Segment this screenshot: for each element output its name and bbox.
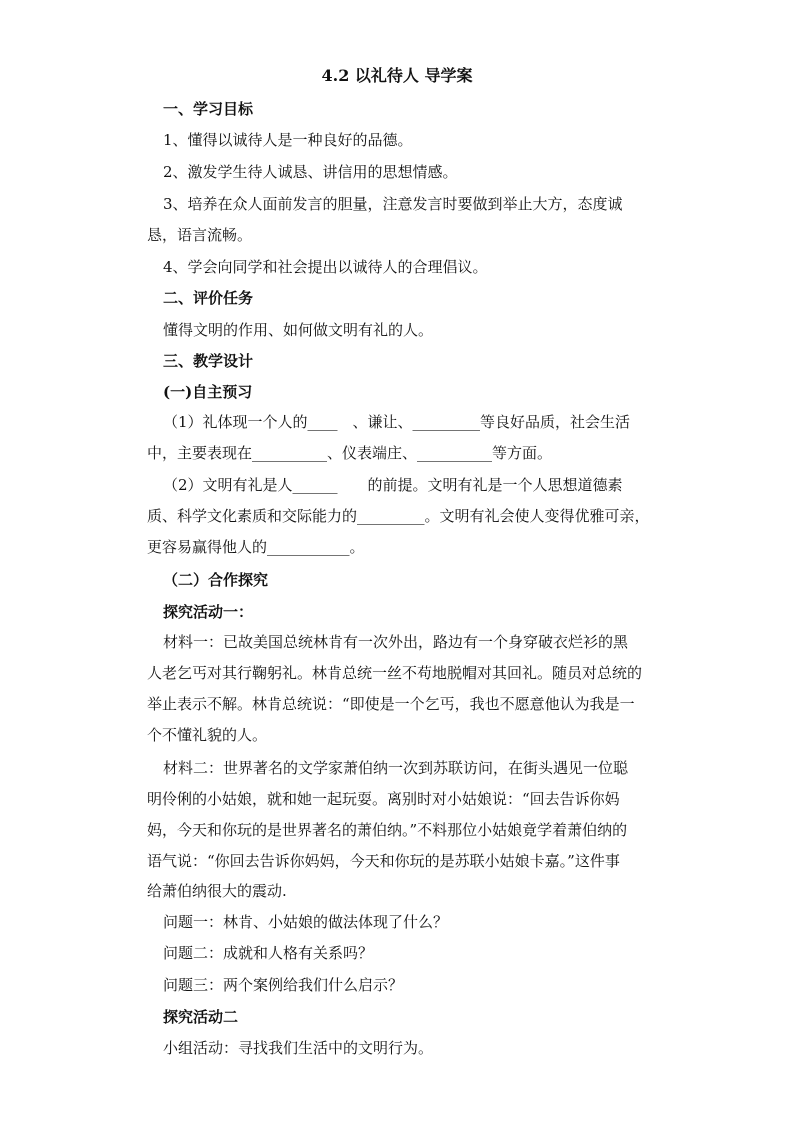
material-1-line-4: 个不懂礼貌的人。	[147, 726, 268, 744]
eval-text: 懂得文明的作用、如何做文明有礼的人。	[163, 321, 434, 339]
question-1-line-1: （1）礼体现一个人的____ 、谦让、_________等良好品质，社会生活	[163, 413, 631, 431]
material-2-line-3: 妈，今天和你玩的是世界著名的萧伯纳。”不料那位小姑娘竟学着萧伯纳的	[147, 821, 628, 839]
material-2-line-1: 材料二：世界著名的文学家萧伯纳一次到苏联访问，在街头遇见一位聪	[163, 759, 629, 777]
goals-heading: 一、学习目标	[163, 100, 254, 118]
problem-2: 问题二：成就和人格有关系吗？	[163, 944, 374, 962]
question-2-line-1: （2）文明有礼是人______ 的前提。文明有礼是一个人思想道德素	[163, 476, 623, 494]
goal-2: 2、激发学生待人诚恳、讲信用的思想情感。	[163, 163, 458, 181]
material-1-line-2: 人老乞丐对其行鞠躬礼。林肯总统一丝不苟地脱帽对其回礼。随员对总统的	[147, 664, 643, 682]
activity-1-heading: 探究活动一：	[163, 603, 254, 621]
material-1-line-1: 材料一：已故美国总统林肯有一次外出，路边有一个身穿破衣烂衫的黑	[163, 633, 629, 651]
material-2-line-4: 语气说：“你回去告诉你妈妈，今天和你玩的是苏联小姑娘卡嘉。”这件事	[147, 852, 620, 870]
material-2-line-5: 给萧伯纳很大的震动.	[147, 882, 287, 900]
eval-heading: 二、评价任务	[163, 289, 254, 307]
goal-3-line-2: 恳，语言流畅。	[147, 226, 253, 244]
group-activity: 小组活动：寻找我们生活中的文明行为。	[163, 1039, 434, 1057]
goal-4: 4、学会向同学和社会提出以诚待人的合理倡议。	[163, 258, 488, 276]
activity-2-heading: 探究活动二	[163, 1008, 239, 1026]
design-heading: 三、教学设计	[163, 352, 254, 370]
goal-1: 1、懂得以诚待人是一种良好的品德。	[163, 131, 413, 149]
question-2-line-3: 更容易赢得他人的___________。	[147, 538, 365, 556]
question-2-line-2: 质、科学文化素质和交际能力的_________。文明有礼会使人变得优雅可亲，	[147, 507, 650, 525]
coop-heading: （二）合作探究	[163, 571, 269, 589]
problem-3: 问题三：两个案例给我们什么启示？	[163, 976, 404, 994]
goal-3-line-1: 3、培养在众人面前发言的胆量，注意发言时要做到举止大方，态度诚	[163, 195, 623, 213]
material-2-line-2: 明伶俐的小姑娘，就和她一起玩耍。离别时对小姑娘说：“回去告诉你妈	[147, 790, 620, 808]
question-1-line-2: 中，主要表现在__________、仪表端庄、__________等方面。	[147, 444, 553, 462]
self-study-heading: (一)自主预习	[163, 383, 253, 401]
doc-title: 4.2 以礼待人 导学案	[321, 66, 473, 85]
material-1-line-3: 举止表示不解。林肯总统说：“即使是一个乞丐，我也不愿意他认为我是一	[147, 695, 635, 713]
problem-1: 问题一：林肯、小姑娘的做法体现了什么？	[163, 913, 449, 931]
